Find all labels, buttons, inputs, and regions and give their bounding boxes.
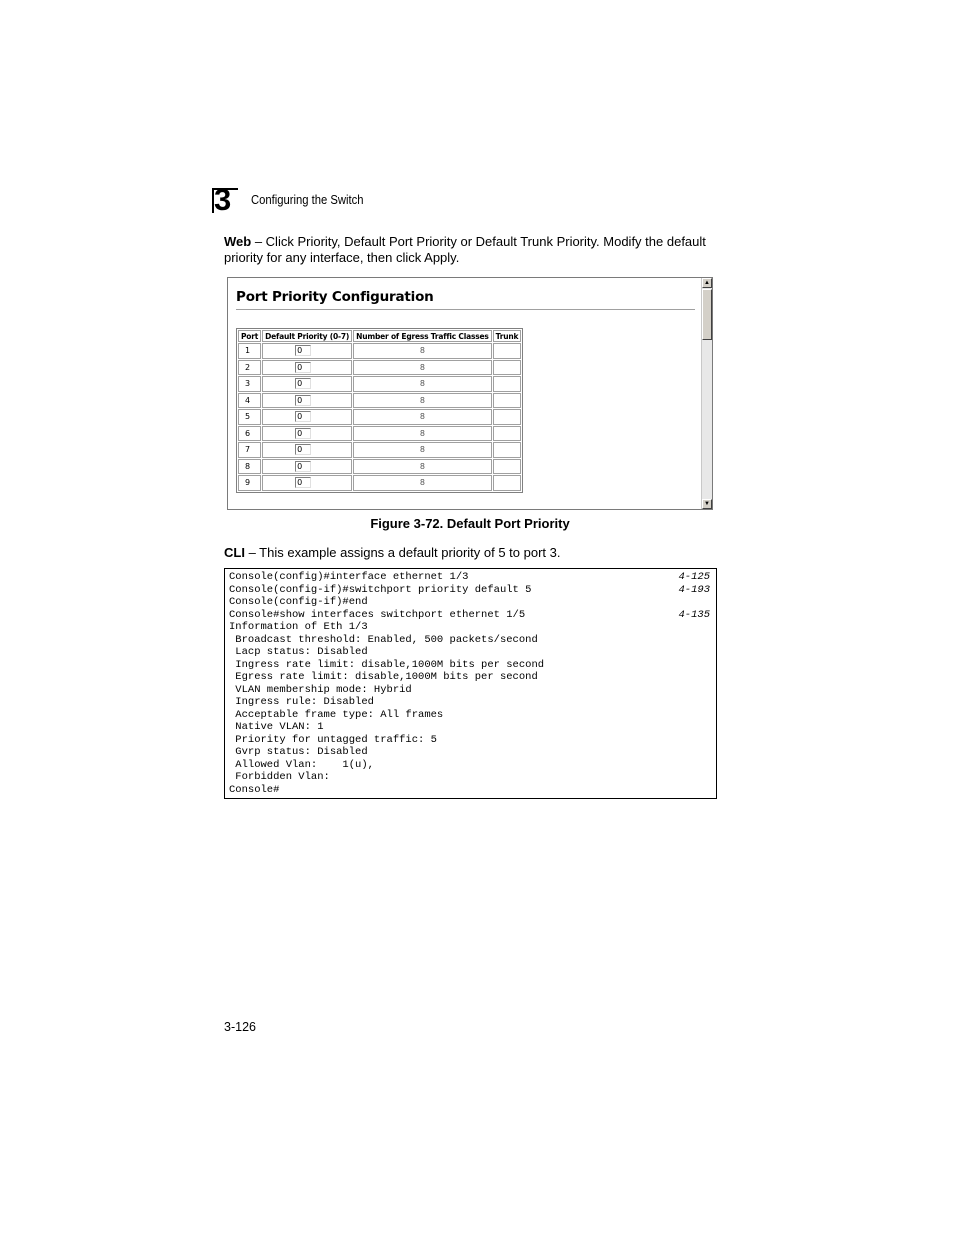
table-header-row [238, 330, 521, 342]
trunk-cell [493, 393, 522, 409]
code-line: Lacp status: Disabled [229, 646, 368, 658]
web-lead: Web [224, 234, 252, 249]
priority-cell [262, 426, 352, 442]
port-priority-screenshot [227, 277, 713, 510]
cli-code-box [224, 568, 717, 799]
egress-cell: 8 [353, 343, 491, 359]
cli-lead: CLI [224, 545, 245, 560]
priority-cell [262, 376, 352, 392]
table-row [238, 475, 521, 491]
port-cell: 6 [238, 426, 261, 442]
trunk-cell [493, 343, 522, 359]
table-row [238, 442, 521, 458]
trunk-cell [493, 376, 522, 392]
table-row [238, 426, 521, 442]
priority-cell [262, 409, 352, 425]
column-header-port: Port [238, 330, 261, 342]
code-line: Allowed Vlan: 1(u), [229, 758, 374, 771]
code-line: Egress rate limit: disable,1000M bits per second [229, 671, 538, 683]
code-line: VLAN membership mode: Hybrid [229, 683, 412, 696]
priority-input[interactable]: 0 [295, 345, 311, 356]
table-row [238, 376, 521, 392]
table-row [238, 409, 521, 425]
scroll-up-icon[interactable]: ▲ [702, 278, 712, 288]
priority-cell [262, 360, 352, 376]
code-line: Information of Eth 1/3 [229, 621, 368, 633]
trunk-cell [493, 409, 522, 425]
table-row [238, 360, 521, 376]
figure-caption: Figure 3-72. Default Port Priority [370, 516, 570, 531]
egress-cell: 8 [353, 459, 491, 475]
screenshot-title: Port Priority Configuration [236, 289, 434, 305]
trunk-cell [493, 475, 522, 491]
trunk-cell [493, 442, 522, 458]
port-cell: 2 [238, 360, 261, 376]
trunk-cell [493, 360, 522, 376]
priority-input[interactable]: 0 [295, 411, 311, 422]
chapter-number: 3 [214, 182, 231, 217]
port-priority-table [236, 328, 523, 493]
title-divider [236, 309, 695, 310]
code-line: Forbidden Vlan: [229, 771, 330, 783]
column-header-trunk: Trunk [493, 330, 522, 342]
egress-cell: 8 [353, 376, 491, 392]
priority-input[interactable]: 0 [295, 461, 311, 472]
column-header-default-priority: Default Priority (0-7) [262, 330, 352, 342]
priority-input[interactable]: 0 [295, 428, 311, 439]
table-row [238, 459, 521, 475]
priority-cell [262, 459, 352, 475]
table-row [238, 393, 521, 409]
egress-cell: 8 [353, 475, 491, 491]
code-line: Broadcast threshold: Enabled, 500 packets/second [229, 633, 538, 646]
code-reference: 4-135 [678, 608, 710, 621]
code-line: Ingress rule: Disabled [229, 696, 374, 708]
egress-cell: 8 [353, 393, 491, 409]
priority-cell [262, 393, 352, 409]
code-line: Ingress rate limit: disable,1000M bits per second [229, 658, 545, 671]
egress-cell: 8 [353, 426, 491, 442]
code-reference: 4-193 [678, 583, 710, 596]
priority-input[interactable]: 0 [295, 395, 311, 406]
code-line: Console(config-if)#switchport priority default 5 [229, 583, 532, 596]
code-line: Console#show interfaces switchport ethernet 1/5 [229, 608, 526, 621]
vertical-scrollbar[interactable] [701, 278, 712, 509]
port-cell: 3 [238, 376, 261, 392]
priority-input[interactable]: 0 [295, 444, 311, 455]
column-header-egress-classes: Number of Egress Traffic Classes [353, 330, 491, 342]
code-line: Gvrp status: Disabled [229, 746, 368, 758]
page-number: 3-126 [224, 1020, 256, 1034]
web-text: – Click Priority, Default Port Priority or Default Trunk Priority. Modify the default priority for any interface, then click Apply. [224, 234, 706, 265]
code-line: Console# [229, 783, 280, 796]
priority-input[interactable]: 0 [295, 362, 311, 373]
code-line: Console(config-if)#end [229, 596, 368, 608]
port-cell: 5 [238, 409, 261, 425]
port-cell: 8 [238, 459, 261, 475]
code-line: Priority for untagged traffic: 5 [229, 733, 437, 746]
egress-cell: 8 [353, 360, 491, 376]
cli-text: – This example assigns a default priority of 5 to port 3. [244, 545, 561, 560]
code-line: Acceptable frame type: All frames [229, 708, 444, 721]
code-line: Console(config)#interface ethernet 1/3 [229, 571, 469, 583]
port-cell: 7 [238, 442, 261, 458]
code-line: Native VLAN: 1 [229, 721, 324, 733]
port-cell: 9 [238, 475, 261, 491]
table-row [238, 343, 521, 359]
priority-input[interactable]: 0 [295, 477, 311, 488]
egress-cell: 8 [353, 409, 491, 425]
priority-cell [262, 343, 352, 359]
code-reference: 4-125 [678, 571, 710, 583]
scroll-down-icon[interactable]: ▼ [702, 499, 712, 509]
priority-cell [262, 442, 352, 458]
trunk-cell [493, 459, 522, 475]
scroll-thumb[interactable] [702, 289, 712, 340]
priority-input[interactable]: 0 [295, 378, 311, 389]
port-cell: 4 [238, 393, 261, 409]
egress-cell: 8 [353, 442, 491, 458]
port-cell: 1 [238, 343, 261, 359]
trunk-cell [493, 426, 522, 442]
chapter-title: Configuring the Switch [251, 193, 364, 207]
web-instructions [224, 234, 719, 266]
priority-cell [262, 475, 352, 491]
cli-instructions [224, 545, 719, 561]
